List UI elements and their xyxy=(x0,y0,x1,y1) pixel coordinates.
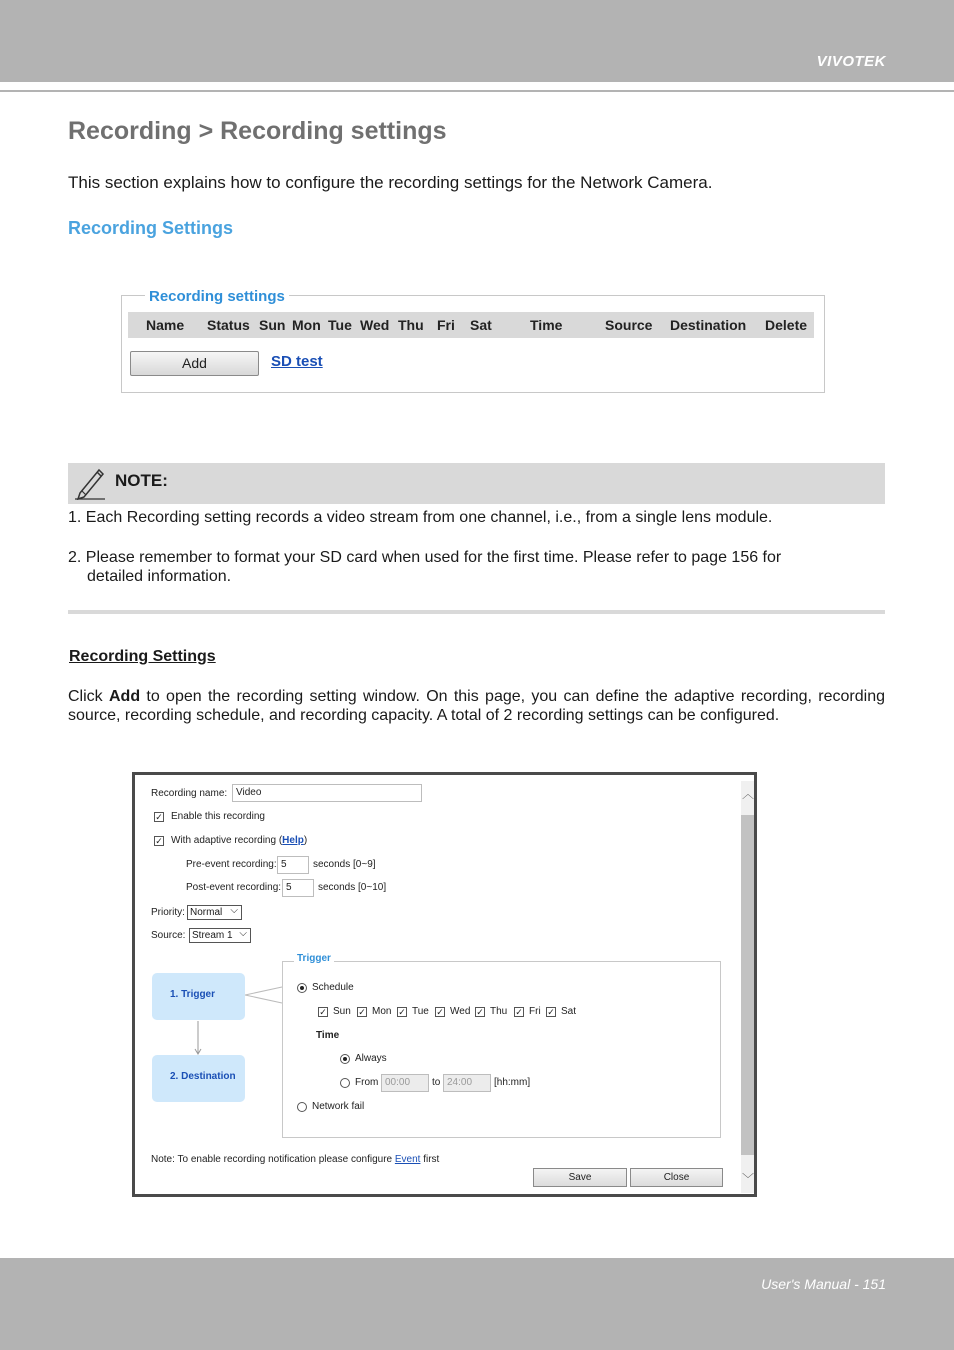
pre-event-input[interactable]: 5 xyxy=(277,856,309,874)
schedule-label: Schedule xyxy=(312,982,354,993)
from-label: From xyxy=(355,1077,379,1088)
paragraph-text-end: to open the recording setting window. On this page, you can define the adaptive recording, recording source, recording schedule, and recording capacity. A total of 2 recording settings can be configured. xyxy=(68,688,886,724)
recording-name-label: Recording name: xyxy=(151,788,228,799)
enable-recording-checkbox[interactable]: ✓ xyxy=(155,812,163,822)
event-note-text: Note: To enable recording notification please configure xyxy=(151,1154,395,1165)
priority-label: Priority: xyxy=(151,907,185,918)
time-label: Time xyxy=(316,1030,340,1041)
note-item-1: 1. Each Recording setting records a video stream from one channel, i.e., from a single lens module. xyxy=(68,509,773,526)
recording-name-input[interactable]: Video xyxy=(232,784,422,802)
adaptive-recording-label xyxy=(171,835,307,846)
note-item-2-line-2: detailed information. xyxy=(87,568,232,585)
scroll-up-icon[interactable]: ︿ xyxy=(742,787,755,801)
day-checkbox-sat[interactable]: ✓ xyxy=(547,1007,555,1017)
adaptive-label-text: With adaptive recording ( xyxy=(171,835,283,846)
chevron-down-icon: ⌵ xyxy=(239,928,247,939)
day-label-sat: Sat xyxy=(561,1006,577,1017)
schedule-radio[interactable] xyxy=(297,983,307,993)
page-footer xyxy=(0,1258,954,1350)
save-button[interactable]: Save xyxy=(533,1168,627,1187)
column-mon: Mon xyxy=(292,317,321,333)
time-format-label: [hh:mm] xyxy=(494,1077,531,1088)
pre-event-label: Pre-event recording: xyxy=(186,859,277,870)
chevron-down-icon: ⌵ xyxy=(230,905,238,916)
day-checkbox-wed[interactable]: ✓ xyxy=(436,1007,444,1017)
network-fail-label: Network fail xyxy=(312,1101,365,1112)
column-thu: Thu xyxy=(398,317,424,333)
subheading: Recording Settings xyxy=(69,648,216,665)
note-bar xyxy=(68,463,885,504)
section-heading: Recording Settings xyxy=(68,218,234,238)
paragraph-bold-add: Add xyxy=(108,688,141,705)
step-destination[interactable]: 2. Destination xyxy=(152,1055,245,1102)
post-event-unit: seconds [0~10] xyxy=(318,882,387,893)
to-time-input[interactable]: 24:00 xyxy=(443,1074,491,1092)
column-time: Time xyxy=(530,317,563,333)
note-item-2 xyxy=(68,548,885,586)
intro-text: This section explains how to configure the recording settings for the Network Camera. xyxy=(68,173,713,192)
header-rule xyxy=(0,90,954,92)
column-sun: Sun xyxy=(259,317,286,333)
enable-recording-label: Enable this recording xyxy=(171,811,265,822)
down-arrow-icon xyxy=(190,1019,210,1059)
column-status: Status xyxy=(207,317,250,333)
column-destination: Destination xyxy=(670,317,747,333)
column-sat: Sat xyxy=(470,317,492,333)
step-trigger[interactable]: 1. Trigger xyxy=(152,973,245,1020)
day-checkbox-sun[interactable]: ✓ xyxy=(319,1007,327,1017)
network-fail-radio[interactable] xyxy=(297,1102,307,1112)
day-checkbox-fri[interactable]: ✓ xyxy=(515,1007,523,1017)
recording-settings-fieldset xyxy=(121,295,825,393)
from-time-input[interactable]: 00:00 xyxy=(381,1074,429,1092)
close-button[interactable]: Close xyxy=(630,1168,723,1187)
recording-settings-legend: Recording settings xyxy=(145,288,289,305)
post-event-label: Post-event recording: xyxy=(186,882,282,893)
day-label-thu: Thu xyxy=(490,1006,508,1017)
note-title: NOTE: xyxy=(115,471,168,490)
paragraph-text-start: Click xyxy=(68,688,109,705)
scrollbar-thumb[interactable] xyxy=(741,815,754,1155)
connector-icon xyxy=(245,983,285,1007)
priority-value: Normal xyxy=(190,907,223,918)
page-title: Recording > Recording settings xyxy=(68,117,447,145)
recording-setting-window xyxy=(132,772,757,1197)
source-value: Stream 1 xyxy=(192,930,233,941)
day-label-mon: Mon xyxy=(372,1006,392,1017)
day-checkbox-tue[interactable]: ✓ xyxy=(398,1007,406,1017)
priority-select[interactable] xyxy=(187,905,242,920)
event-note-end: first xyxy=(420,1154,440,1165)
adaptive-label-close: ) xyxy=(303,835,308,846)
column-delete: Delete xyxy=(765,317,808,333)
column-wed: Wed xyxy=(360,317,390,333)
scroll-down-icon[interactable]: ﹀ xyxy=(742,1172,755,1186)
note-item-2-line-1: 2. Please remember to format your SD card when used for the first time. Please refer to page 156 for xyxy=(68,549,782,566)
event-link[interactable]: Event xyxy=(394,1154,421,1165)
column-name: Name xyxy=(146,317,185,333)
always-radio[interactable] xyxy=(340,1054,350,1064)
pencil-icon xyxy=(72,466,108,500)
page-number: User's Manual - 151 xyxy=(761,1276,886,1292)
day-label-tue: Tue xyxy=(412,1006,429,1017)
post-event-input[interactable]: 5 xyxy=(282,879,314,897)
to-label: to xyxy=(432,1077,441,1088)
description-paragraph xyxy=(68,687,885,725)
source-label: Source: xyxy=(151,930,186,941)
adaptive-recording-checkbox[interactable]: ✓ xyxy=(155,836,163,846)
day-checkbox-thu[interactable]: ✓ xyxy=(476,1007,484,1017)
column-source: Source xyxy=(605,317,653,333)
from-radio[interactable] xyxy=(340,1078,350,1088)
section-divider xyxy=(68,610,885,614)
trigger-legend: Trigger xyxy=(294,953,334,964)
brand-logo: VIVOTEK xyxy=(816,53,886,70)
column-tue: Tue xyxy=(328,317,352,333)
add-button[interactable]: Add xyxy=(130,351,259,376)
column-fri: Fri xyxy=(437,317,455,333)
sd-test-link[interactable]: SD test xyxy=(271,353,323,370)
always-label: Always xyxy=(355,1053,387,1064)
event-note xyxy=(151,1154,439,1165)
source-select[interactable] xyxy=(189,928,251,943)
pre-event-unit: seconds [0~9] xyxy=(313,859,376,870)
page-header xyxy=(0,0,954,82)
day-checkbox-mon[interactable]: ✓ xyxy=(358,1007,366,1017)
help-link[interactable]: Help xyxy=(282,835,304,846)
day-label-fri: Fri xyxy=(529,1006,541,1017)
day-label-sun: Sun xyxy=(333,1006,351,1017)
day-label-wed: Wed xyxy=(450,1006,471,1017)
